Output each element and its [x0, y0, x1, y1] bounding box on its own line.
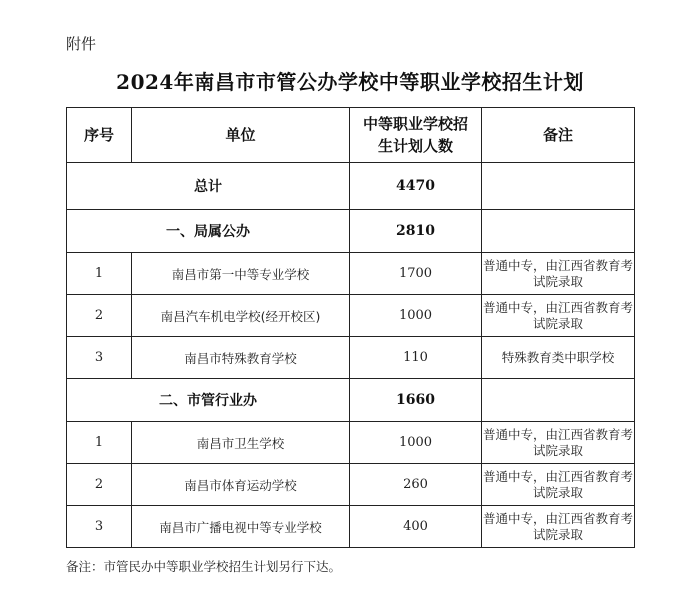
- header-remarks: 备注: [482, 108, 635, 163]
- row-index: 3: [67, 337, 132, 379]
- table-row: [67, 422, 635, 464]
- section-label: 一、局属公办: [67, 210, 350, 253]
- row-unit: 南昌市卫生学校: [132, 422, 350, 464]
- header-index: 序号: [67, 108, 132, 163]
- section-row: [67, 379, 635, 422]
- row-remarks: 普通中专，由江西省教育考试院录取: [482, 464, 635, 506]
- row-quota: 110: [350, 337, 482, 379]
- row-unit: 南昌市体育运动学校: [132, 464, 350, 506]
- row-index: 2: [67, 464, 132, 506]
- table-row: [67, 253, 635, 295]
- section-row: [67, 210, 635, 253]
- attachment-label: 附件: [66, 35, 97, 53]
- row-remarks: 普通中专，由江西省教育考试院录取: [482, 506, 635, 548]
- section-remarks: [482, 379, 635, 422]
- row-unit: 南昌汽车机电学校(经开校区): [132, 295, 350, 337]
- header-quota: [350, 108, 482, 163]
- header-quota-text: 中等职业学校招生计划人数: [362, 115, 468, 155]
- row-unit: 南昌市特殊教育学校: [132, 337, 350, 379]
- table-row: [67, 506, 635, 548]
- section-quota: 2810: [350, 210, 482, 253]
- table-row: [67, 464, 635, 506]
- total-remarks: [482, 163, 635, 210]
- total-quota: 4470: [350, 163, 482, 210]
- row-unit: 南昌市广播电视中等专业学校: [132, 506, 350, 548]
- table-row: [67, 337, 635, 379]
- section-label: 二、市管行业办: [67, 379, 350, 422]
- row-remarks: 普通中专，由江西省教育考试院录取: [482, 295, 635, 337]
- row-quota: 400: [350, 506, 482, 548]
- enrollment-plan-table: [66, 107, 635, 548]
- row-quota: 1000: [350, 422, 482, 464]
- row-index: 1: [67, 422, 132, 464]
- footnote: 备注：市管民办中等职业学校招生计划另行下达。: [66, 559, 342, 574]
- row-quota: 1000: [350, 295, 482, 337]
- row-index: 3: [67, 506, 132, 548]
- table-row: [67, 295, 635, 337]
- table-header-row: [67, 108, 635, 163]
- row-quota: 1700: [350, 253, 482, 295]
- total-label: 总计: [67, 163, 350, 210]
- document-title: 2024年南昌市市管公办学校中等职业学校招生计划: [116, 70, 584, 94]
- header-unit: 单位: [132, 108, 350, 163]
- total-row: [67, 163, 635, 210]
- row-remarks: 普通中专，由江西省教育考试院录取: [482, 253, 635, 295]
- section-remarks: [482, 210, 635, 253]
- row-unit: 南昌市第一中等专业学校: [132, 253, 350, 295]
- row-remarks: 特殊教育类中职学校: [482, 337, 635, 379]
- row-index: 2: [67, 295, 132, 337]
- row-quota: 260: [350, 464, 482, 506]
- section-quota: 1660: [350, 379, 482, 422]
- row-remarks: 普通中专，由江西省教育考试院录取: [482, 422, 635, 464]
- row-index: 1: [67, 253, 132, 295]
